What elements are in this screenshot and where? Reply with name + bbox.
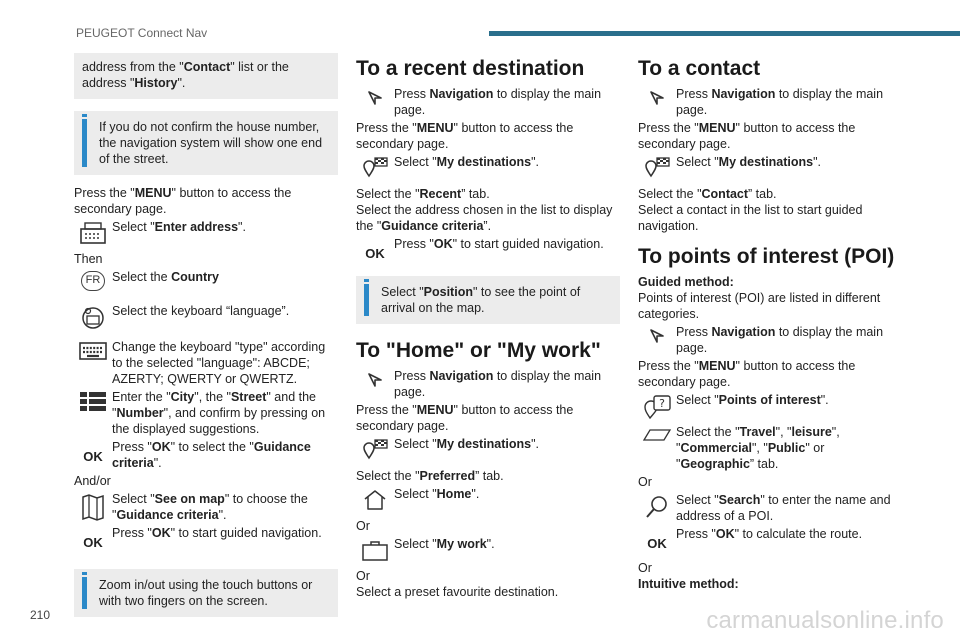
list-grid-icon [74, 389, 112, 419]
header-title: PEUGEOT Connect Nav [76, 26, 208, 40]
step-navigation: Press Navigation to display the main page. [638, 86, 902, 118]
svg-text:?: ? [659, 397, 665, 410]
tab-shape-icon [638, 424, 676, 454]
step-search: Select "Search" to enter the name and address of a POI. [638, 492, 902, 524]
step-keyboard-type: Change the keyboard "type" according to the selected "language": ABCDE; AZERTY; QWERTY or QWERTZ. [74, 339, 338, 387]
step-home: Select "Home". [356, 486, 620, 516]
heading-recent-destination: To a recent destination [356, 57, 585, 80]
info-note-position: Select "Position" to see the point of arrival on the map. [356, 276, 620, 324]
favourite-instruction: Select a preset favourite destination. [356, 585, 559, 599]
home-icon [356, 486, 394, 516]
poi-description: Points of interest (POI) are listed in different categories. [638, 291, 881, 321]
navigation-arrow-icon [638, 324, 676, 354]
intro-box: address from the "Contact" list or the address "History". [74, 53, 338, 99]
keyboard-icon [74, 339, 112, 369]
step-ok: OK Press "OK" to start guided navigation. [356, 236, 620, 266]
watermark: carmanualsonline.info [706, 607, 944, 634]
or-label: Or [356, 519, 370, 533]
heading-home-work: To "Home" or "My work" [356, 339, 601, 362]
step-my-destinations-2: Select "My destinations". [356, 436, 620, 466]
or-label-2: Or [356, 569, 370, 583]
country-badge-icon: FR [74, 269, 112, 299]
info-icon [82, 119, 87, 167]
contact-tab-instruction: Select the "Contact” tab. [638, 187, 777, 201]
ok-icon: OK [647, 536, 667, 551]
step-ok-guidance: OK Press "OK" to select the "Guidance criteria". [74, 439, 338, 471]
destinations-flag-icon [356, 436, 394, 466]
step-my-destinations: Select "My destinations". [356, 154, 620, 184]
map-icon [74, 491, 112, 521]
column-3 [638, 56, 902, 592]
page-number: 210 [30, 608, 51, 622]
keyboard-language-icon [74, 303, 112, 333]
info-icon [364, 284, 369, 316]
step-my-work: Select "My work". [356, 536, 620, 566]
guided-method-label: Guided method: [638, 275, 734, 289]
ok-icon: OK [83, 449, 103, 464]
navigation-arrow-icon [356, 86, 394, 116]
destinations-flag-icon [356, 154, 394, 184]
preferred-tab-instruction: Select the "Preferred” tab. [356, 469, 504, 483]
ok-icon: OK [83, 535, 103, 550]
recent-tab-instruction: Select the "Recent” tab. [356, 187, 490, 201]
step-country: FR Select the Country [74, 269, 338, 299]
navigation-arrow-icon [356, 368, 394, 398]
menu-instruction: Press the "MENU" button to access the secondary page. [74, 186, 292, 216]
info-note-zoom: Zoom in/out using the touch buttons or with two fingers on the screen. [74, 569, 338, 617]
intuitive-method-label: Intuitive method: [638, 577, 739, 591]
search-icon [638, 492, 676, 522]
andor-label: And/or [74, 474, 111, 488]
ok-icon: OK [365, 246, 385, 261]
menu-instruction: Press the "MENU" button to access the secondary page. [356, 121, 574, 151]
contact-list-instruction: Select a contact in the list to start guided navigation. [638, 203, 863, 233]
or-label-2: Or [638, 561, 652, 575]
step-navigation-2: Press Navigation to display the main page. [638, 324, 902, 356]
menu-instruction-2: Press the "MENU" button to access the secondary page. [356, 403, 574, 433]
step-enter-address: Select "Enter address". [74, 219, 338, 249]
info-icon [82, 577, 87, 609]
menu-instruction: Press the "MENU" button to access the secondary page. [638, 121, 856, 151]
destinations-flag-icon [638, 154, 676, 184]
address-keyboard-icon [74, 219, 112, 249]
then-label: Then [74, 252, 103, 266]
step-points-of-interest: ? Select "Points of interest". [638, 392, 902, 422]
info-note-house-number: If you do not confirm the house number, the navigation system will show one end of the street. [74, 111, 338, 175]
header-bar [489, 31, 960, 36]
navigation-arrow-icon [638, 86, 676, 116]
poi-question-icon [638, 392, 676, 422]
column-1 [74, 53, 338, 617]
or-label: Or [638, 475, 652, 489]
step-ok-calc: OK Press "OK" to calculate the route. [638, 526, 902, 556]
step-poi-category-tabs: Select the "Travel", "leisure", "Commercial", "Public" or "Geographic” tab. [638, 424, 902, 472]
heading-poi: To points of interest (POI) [638, 245, 895, 268]
column-2 [356, 56, 620, 600]
step-see-on-map: Select "See on map" to choose the "Guidance criteria". [74, 491, 338, 523]
step-ok-start: OK Press "OK" to start guided navigation. [74, 525, 338, 555]
step-my-destinations: Select "My destinations". [638, 154, 902, 184]
menu-instruction-2: Press the "MENU" button to access the secondary page. [638, 359, 856, 389]
briefcase-icon [356, 536, 394, 566]
step-navigation: Press Navigation to display the main page. [356, 86, 620, 118]
recent-list-instruction: Select the address chosen in the list to display the "Guidance criteria”. [356, 203, 613, 233]
heading-contact: To a contact [638, 57, 761, 80]
step-city-street: Enter the "City", the "Street" and the "Number", and confirm by pressing on the displayed suggestions. [74, 389, 338, 437]
step-navigation-2: Press Navigation to display the main page. [356, 368, 620, 400]
step-keyboard-language: Select the keyboard “language”. [74, 303, 338, 333]
